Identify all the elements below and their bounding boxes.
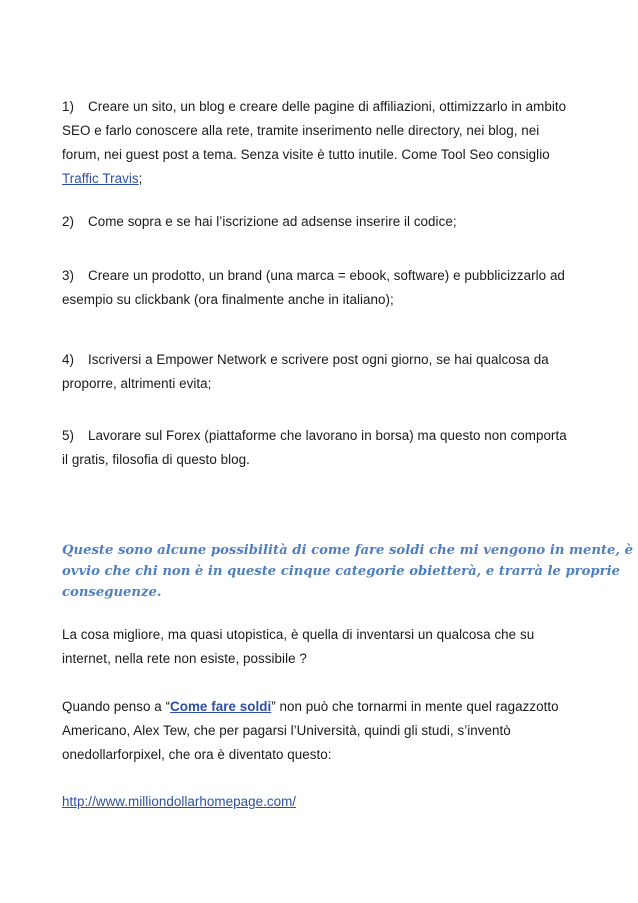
item-4-number: 4) xyxy=(62,352,75,367)
para-1-line-1: La cosa migliore, ma quasi utopistica, è quella di inventarsi un qualcosa che su xyxy=(62,627,535,642)
item-3-number: 3) xyxy=(62,268,75,283)
item-2-line-1: 2) Come sopra e se hai l’iscrizione ad adsense inserire il codice; xyxy=(62,210,582,234)
list-item-3 xyxy=(62,264,582,312)
highlight-line-2: ovvio che chi non è in queste cinque categorie obietterà, e trarrà le proprie xyxy=(62,564,620,579)
paragraph-alex-tew xyxy=(62,695,582,767)
traffic-travis-link[interactable]: Traffic Travis xyxy=(62,171,139,186)
highlight-line-3: conseguenze. xyxy=(62,585,162,600)
list-item-5 xyxy=(62,424,582,472)
item-1-number: 1) xyxy=(62,99,75,114)
list-item-4 xyxy=(62,348,582,396)
para-2-line-3: onedollarforpixel, che ora è diventato questo: xyxy=(62,747,332,762)
item-1-line-4: Traffic Travis; xyxy=(62,171,143,186)
highlight-quote xyxy=(62,540,633,603)
come-fare-soldi-link[interactable]: Come fare soldi xyxy=(170,699,272,714)
highlight-line-1: Queste sono alcune possibilità di come fare soldi che mi vengono in mente, è xyxy=(62,543,633,558)
item-1-line-3: forum, nei guest post a tema. Senza visite è tutto inutile. Come Tool Seo consiglio xyxy=(62,147,550,162)
list-item-2 xyxy=(62,210,582,234)
list-item-1 xyxy=(62,95,582,191)
url-paragraph xyxy=(62,790,582,814)
item-5-number: 5) xyxy=(62,428,75,443)
para-2-line-2: Americano, Alex Tew, che per pagarsi l’Università, quindi gli studi, s’inventò xyxy=(62,723,511,738)
milliondollarhomepage-link[interactable]: http://www.milliondollarhomepage.com/ xyxy=(62,794,297,809)
item-4-line-2: proporre, altrimenti evita; xyxy=(62,376,212,391)
item-4-line-1: 4) Iscriversi a Empower Network e scrivere post ogni giorno, se hai qualcosa da xyxy=(62,348,582,372)
para-2-line-1: Quando penso a “Come fare soldi” non può che tornarmi in mente quel ragazzotto xyxy=(62,699,559,714)
para-1-line-2: internet, nella rete non esiste, possibile ? xyxy=(62,651,307,666)
item-5-line-2: il gratis, filosofia di questo blog. xyxy=(62,452,250,467)
item-2-number: 2) xyxy=(62,214,75,229)
item-5-line-1: 5) Lavorare sul Forex (piattaforme che lavorano in borsa) ma questo non comporta xyxy=(62,424,582,448)
item-1-line-2: SEO e farlo conoscere alla rete, tramite inserimento nelle directory, nei blog, nei xyxy=(62,123,540,138)
item-3-line-2: esempio su clickbank (ora finalmente anche in italiano); xyxy=(62,292,394,307)
item-1-line-1: 1) Creare un sito, un blog e creare delle pagine di affiliazioni, ottimizzarlo in ambito xyxy=(62,95,582,119)
paragraph-utopia xyxy=(62,623,582,671)
item-3-line-1: 3) Creare un prodotto, un brand (una marca = ebook, software) e pubblicizzarlo ad xyxy=(62,264,582,288)
